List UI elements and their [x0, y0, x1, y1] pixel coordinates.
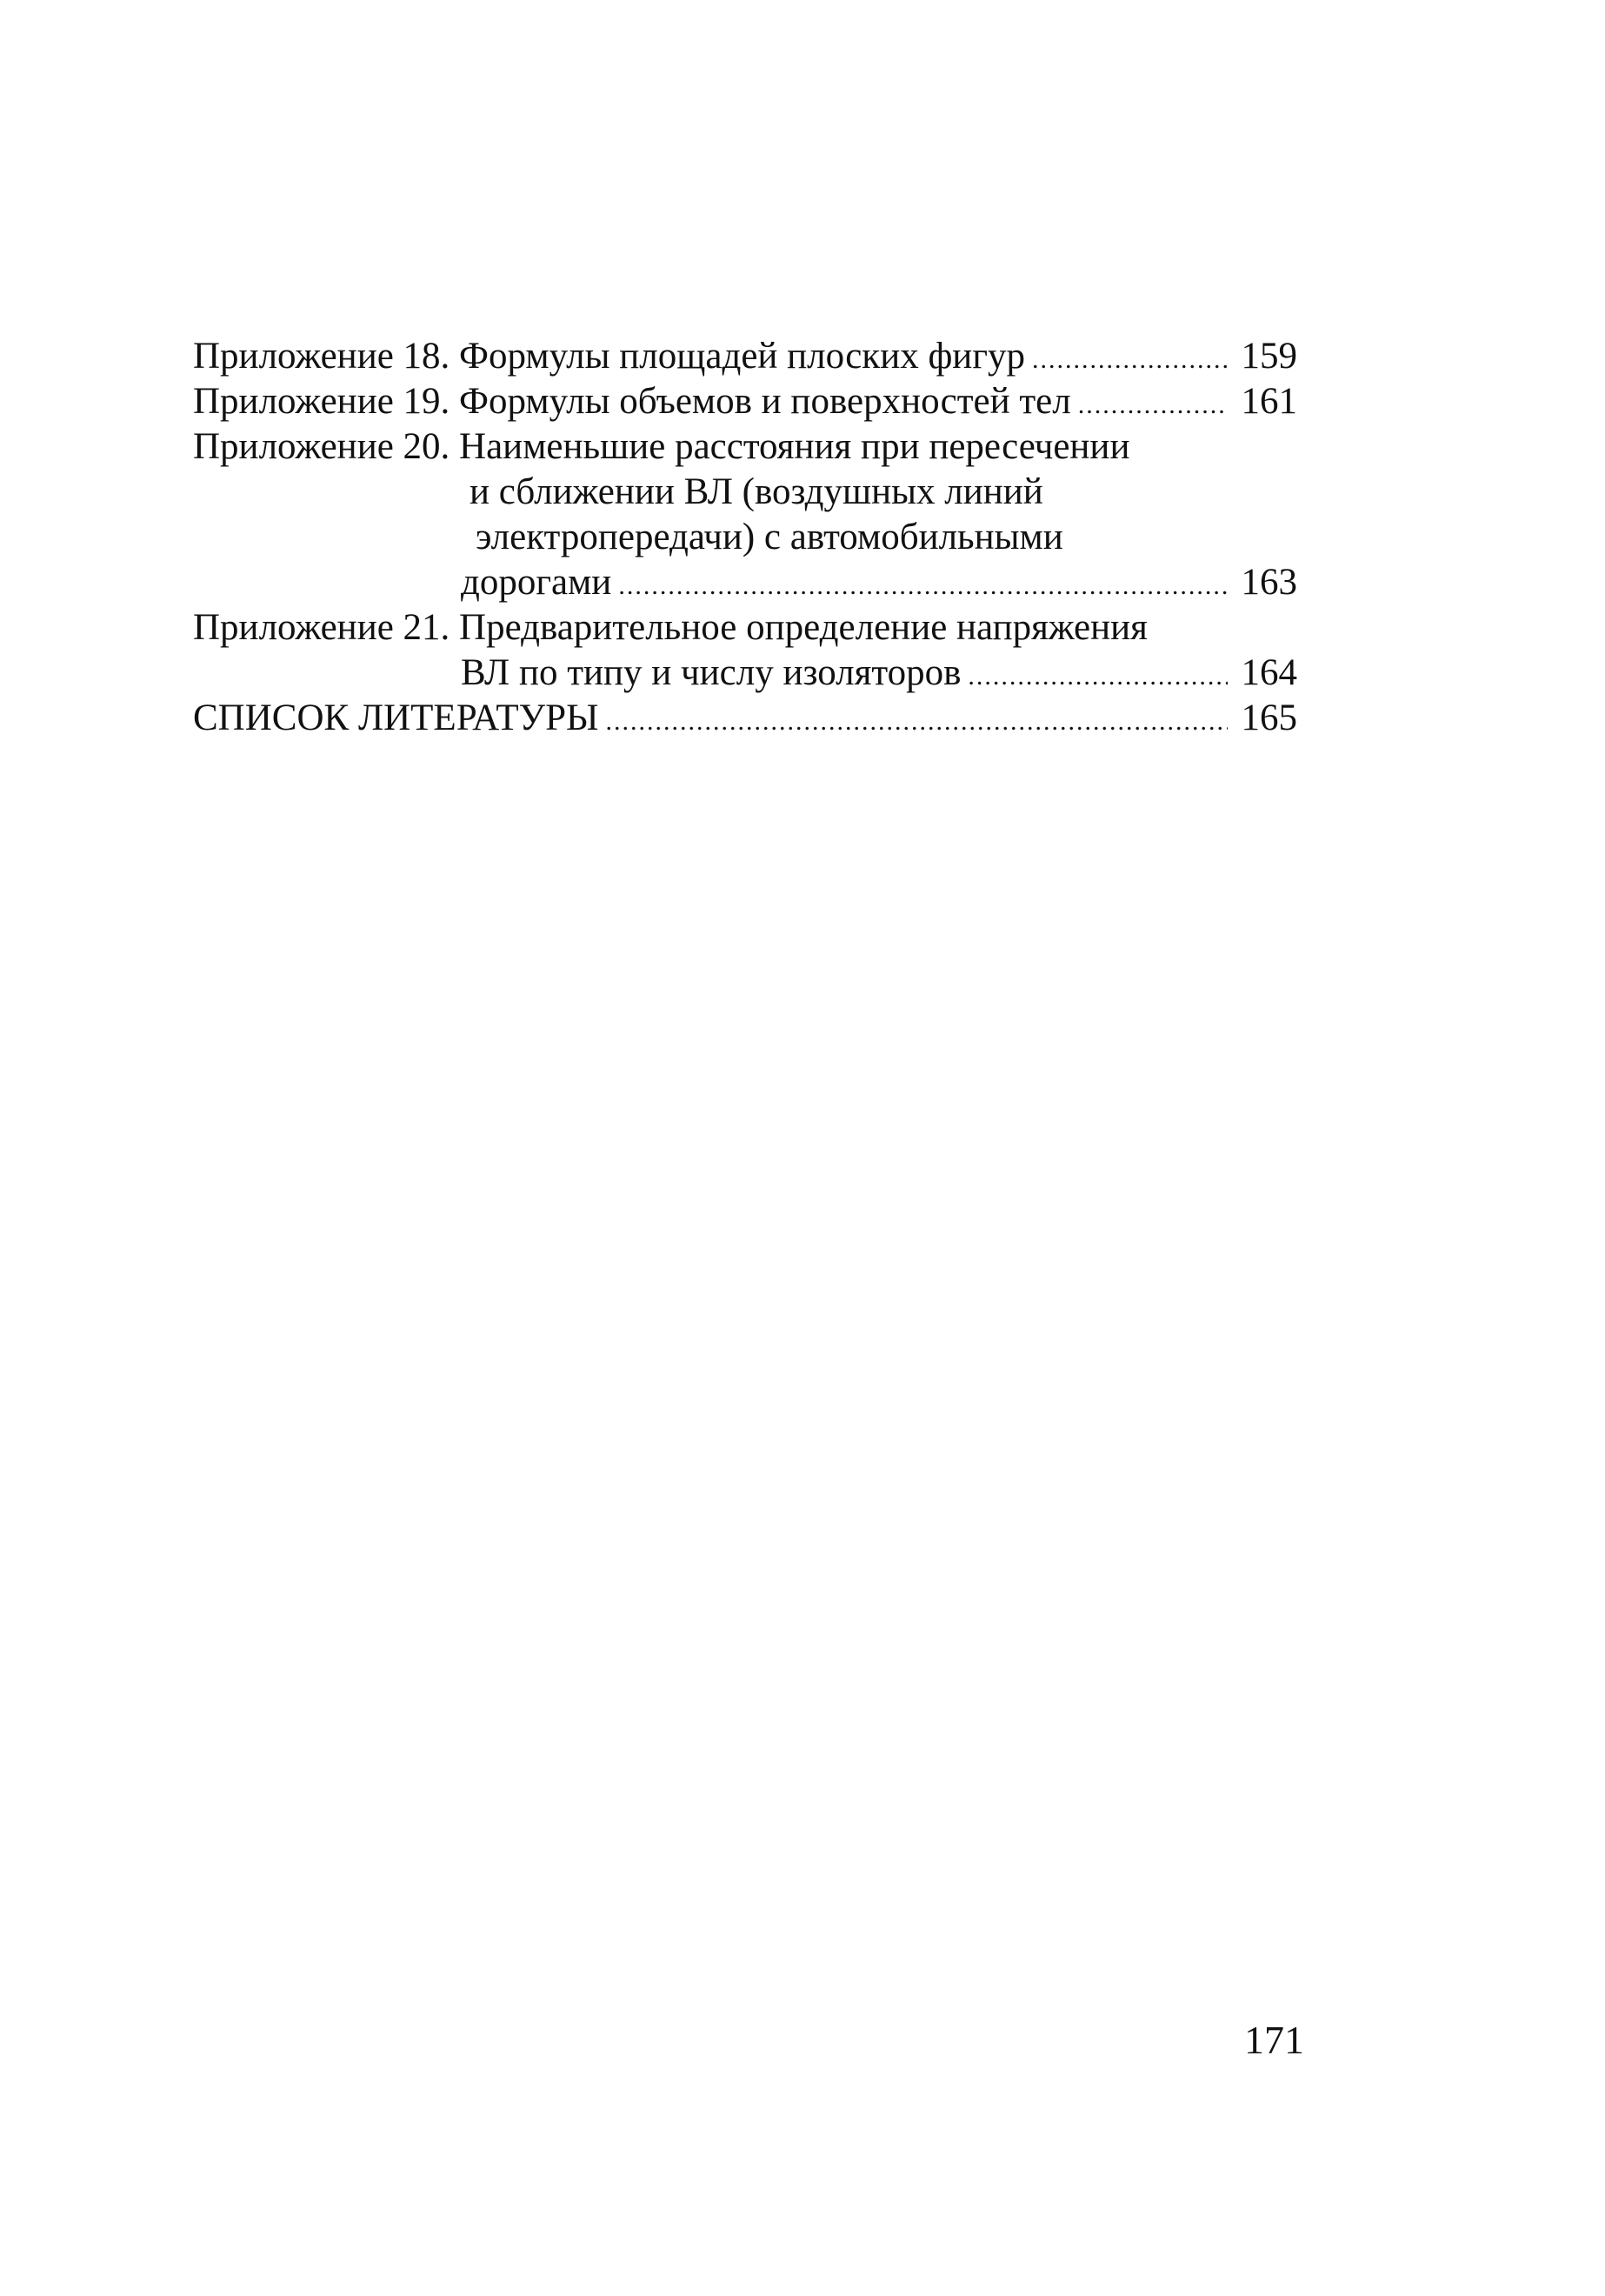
page-number: 171	[1244, 2018, 1304, 2062]
toc-entry-title: Приложение 20. Наименьшие расстояния при пересечении	[193, 426, 1130, 467]
toc-entry-appendix-20[interactable]	[193, 424, 1297, 605]
toc-entry-title-continuation: ВЛ по типу и числу изоляторов	[461, 652, 962, 693]
dot-leader	[618, 564, 1228, 609]
toc-line	[193, 379, 1297, 424]
toc-page-number: 165	[1241, 697, 1297, 738]
toc-page-number: 161	[1241, 381, 1297, 422]
toc-page-number: 164	[1241, 652, 1297, 693]
toc-line	[193, 605, 1297, 651]
toc-entry-title-continuation: электропередачи) с автомобильными	[476, 517, 1063, 557]
table-of-contents	[193, 334, 1297, 741]
dot-leader	[1032, 337, 1228, 383]
toc-line-continuation	[193, 560, 1297, 605]
toc-line	[193, 334, 1297, 379]
toc-page-number: 159	[1241, 336, 1297, 377]
toc-entry-title-continuation: и сближении ВЛ (воздушных линий	[470, 471, 1043, 512]
toc-entry-bibliography[interactable]	[193, 696, 1297, 741]
toc-entry-appendix-21[interactable]	[193, 605, 1297, 696]
dot-leader	[968, 654, 1228, 699]
dot-leader	[1078, 383, 1228, 428]
toc-entry-title: Приложение 18. Формулы площадей плоских фигур	[193, 336, 1025, 377]
toc-line-continuation	[193, 515, 1297, 560]
toc-line-continuation	[193, 651, 1297, 696]
toc-entry-title: Приложение 19. Формулы объемов и поверхностей тел	[193, 381, 1071, 422]
toc-entry-title-continuation: дорогами	[461, 562, 612, 603]
toc-line	[193, 424, 1297, 470]
toc-line	[193, 696, 1297, 741]
toc-line-continuation	[193, 470, 1297, 515]
toc-entry-title: СПИСОК ЛИТЕРАТУРЫ	[193, 697, 599, 738]
dot-leader	[606, 699, 1228, 744]
toc-entry-appendix-18[interactable]	[193, 334, 1297, 379]
toc-entry-title: Приложение 21. Предварительное определение напряжения	[193, 607, 1148, 648]
toc-page-number: 163	[1241, 562, 1297, 603]
toc-entry-appendix-19[interactable]	[193, 379, 1297, 424]
